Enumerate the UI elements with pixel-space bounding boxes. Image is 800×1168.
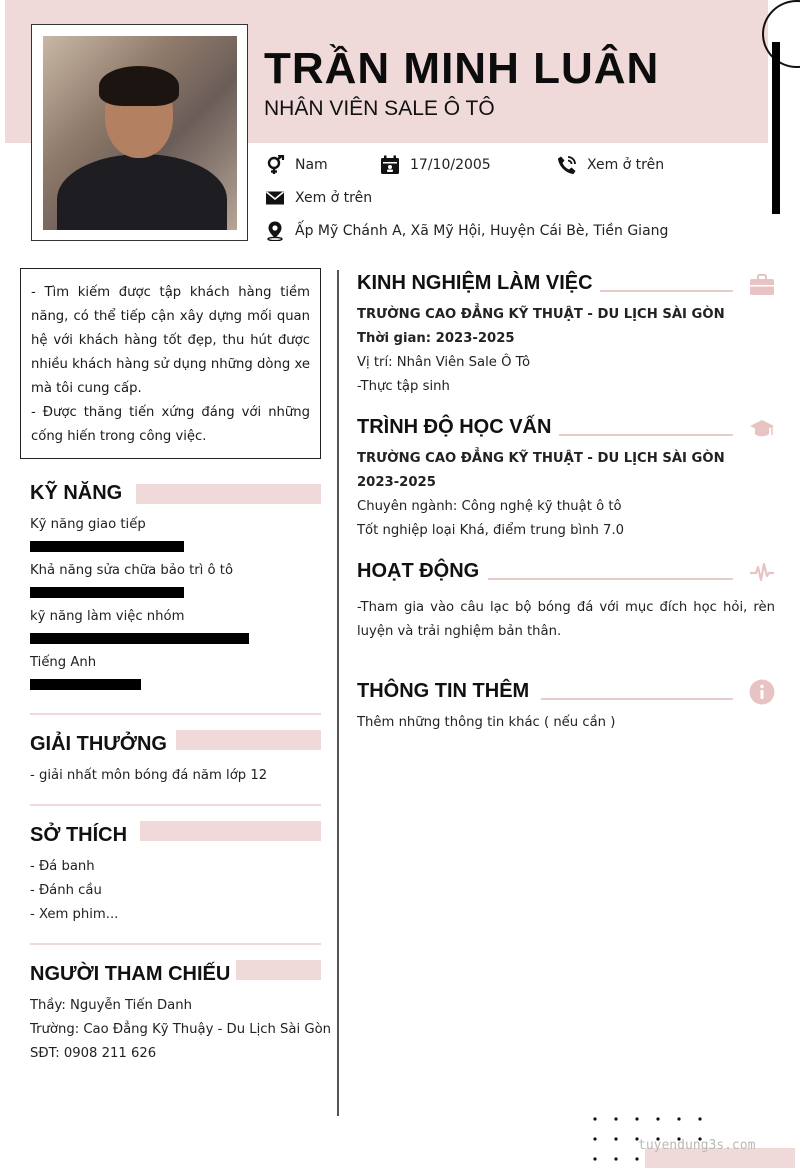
education-school: TRƯỜNG CAO ĐẲNG KỸ THUẬT - DU LỊCH SÀI GÒN bbox=[357, 451, 725, 466]
education-years: 2023-2025 bbox=[357, 475, 436, 490]
experience-title: KINH NGHIỆM LÀM VIỆC bbox=[357, 272, 593, 294]
skills-title-bar bbox=[136, 484, 321, 504]
education-major: Chuyên ngành: Công nghệ kỹ thuật ô tô bbox=[357, 499, 622, 514]
info-icon bbox=[749, 679, 775, 705]
awards-title: GIẢI THƯỞNG bbox=[30, 733, 167, 755]
pulse-icon bbox=[749, 560, 775, 586]
additional-info-text: Thêm những thông tin khác ( nếu cần ) bbox=[357, 715, 616, 730]
experience-title-line bbox=[600, 290, 733, 292]
profile-photo-frame bbox=[31, 24, 248, 241]
skill-level-bar bbox=[30, 587, 184, 598]
education-title-line bbox=[559, 434, 733, 436]
address-value: Ấp Mỹ Chánh A, Xã Mỹ Hội, Huyện Cái Bè, Tiền Giang bbox=[295, 223, 669, 239]
skill-name: kỹ năng làm việc nhóm bbox=[30, 609, 185, 624]
skills-title: KỸ NĂNG bbox=[30, 482, 123, 504]
gender-icon bbox=[265, 155, 285, 175]
hobby-item: - Đá banh bbox=[30, 859, 95, 874]
career-objective-box bbox=[20, 268, 321, 459]
skill-level-bar bbox=[30, 633, 249, 644]
email-info bbox=[265, 188, 372, 208]
section-divider bbox=[30, 943, 321, 945]
references-title: NGƯỜI THAM CHIẾU bbox=[30, 963, 231, 985]
phone-info bbox=[557, 155, 664, 175]
hobby-item: - Đánh cầu bbox=[30, 883, 102, 898]
experience-position: Vị trí: Nhân Viên Sale Ô Tô bbox=[357, 355, 531, 370]
awards-title-bar bbox=[176, 730, 321, 750]
gender-info bbox=[265, 155, 328, 175]
activities-title-line bbox=[488, 578, 733, 580]
location-icon bbox=[265, 221, 285, 241]
watermark: tuyendung3s.com bbox=[638, 1138, 756, 1153]
birthday-info bbox=[380, 155, 491, 175]
decorative-vertical-bar bbox=[772, 42, 780, 214]
address-info bbox=[265, 221, 668, 241]
experience-org: TRƯỜNG CAO ĐẲNG KỸ THUẬT - DU LỊCH SÀI GÒN bbox=[357, 307, 725, 322]
candidate-name: TRẦN MINH LUÂN bbox=[264, 44, 660, 93]
reference-item: Trường: Cao Đẳng Kỹ Thuậy - Du Lịch Sài Gòn bbox=[30, 1022, 332, 1037]
education-title: TRÌNH ĐỘ HỌC VẤN bbox=[357, 416, 552, 438]
references-title-bar bbox=[236, 960, 321, 980]
skill-name: Khả năng sửa chữa bảo trì ô tô bbox=[30, 563, 234, 578]
gender-value: Nam bbox=[295, 157, 328, 173]
award-item: - giải nhất môn bóng đá năm lớp 12 bbox=[30, 768, 268, 783]
activities-title: HOẠT ĐỘNG bbox=[357, 560, 480, 582]
experience-detail: -Thực tập sinh bbox=[357, 379, 450, 394]
email-value: Xem ở trên bbox=[295, 190, 373, 206]
skill-name: Tiếng Anh bbox=[30, 655, 97, 670]
additional-info-title: THÔNG TIN THÊM bbox=[357, 680, 530, 702]
activities-text: -Tham gia vào câu lạc bộ bóng đá với mục đích học hỏi, rèn luyện và trải nghiệm bản thân. bbox=[357, 600, 775, 639]
skill-level-bar bbox=[30, 541, 184, 552]
profile-photo bbox=[43, 36, 237, 230]
phone-value: Xem ở trên bbox=[587, 157, 665, 173]
email-icon bbox=[265, 188, 285, 208]
column-divider bbox=[337, 270, 339, 1116]
reference-item: Thầy: Nguyễn Tiến Danh bbox=[30, 998, 192, 1013]
birthday-value: 17/10/2005 bbox=[410, 157, 491, 173]
skill-name: Kỹ năng giao tiếp bbox=[30, 517, 146, 532]
graduation-cap-icon bbox=[749, 416, 775, 442]
section-divider bbox=[30, 804, 321, 806]
phone-icon bbox=[557, 155, 577, 175]
education-grade: Tốt nghiệp loại Khá, điểm trung bình 7.0 bbox=[357, 523, 625, 538]
hobbies-title: SỞ THÍCH bbox=[30, 824, 128, 846]
experience-time: Thời gian: 2023-2025 bbox=[357, 331, 515, 346]
hobby-item: - Xem phim... bbox=[30, 907, 119, 922]
calendar-icon bbox=[380, 155, 400, 175]
section-divider bbox=[30, 713, 321, 715]
reference-item: SĐT: 0908 211 626 bbox=[30, 1046, 157, 1061]
objective-text-2: - Được thăng tiến xứng đáng với những cống hiến trong công việc. bbox=[31, 405, 310, 444]
job-title: NHÂN VIÊN SALE Ô TÔ bbox=[264, 97, 495, 120]
photo-hoodie bbox=[57, 154, 227, 230]
hobbies-title-bar bbox=[140, 821, 321, 841]
briefcase-icon bbox=[749, 272, 775, 298]
skill-level-bar bbox=[30, 679, 141, 690]
objective-text-1: - Tìm kiếm được tập khách hàng tiềm năng, có thể tiếp cận xây dựng mối quan hệ với khách hàng tốt đẹp, thu hút được nhiều khách hàng sử dụng những dòng xe mà tôi cung cấp. bbox=[31, 285, 310, 396]
photo-hair bbox=[99, 66, 179, 106]
additional-info-title-line bbox=[541, 698, 733, 700]
